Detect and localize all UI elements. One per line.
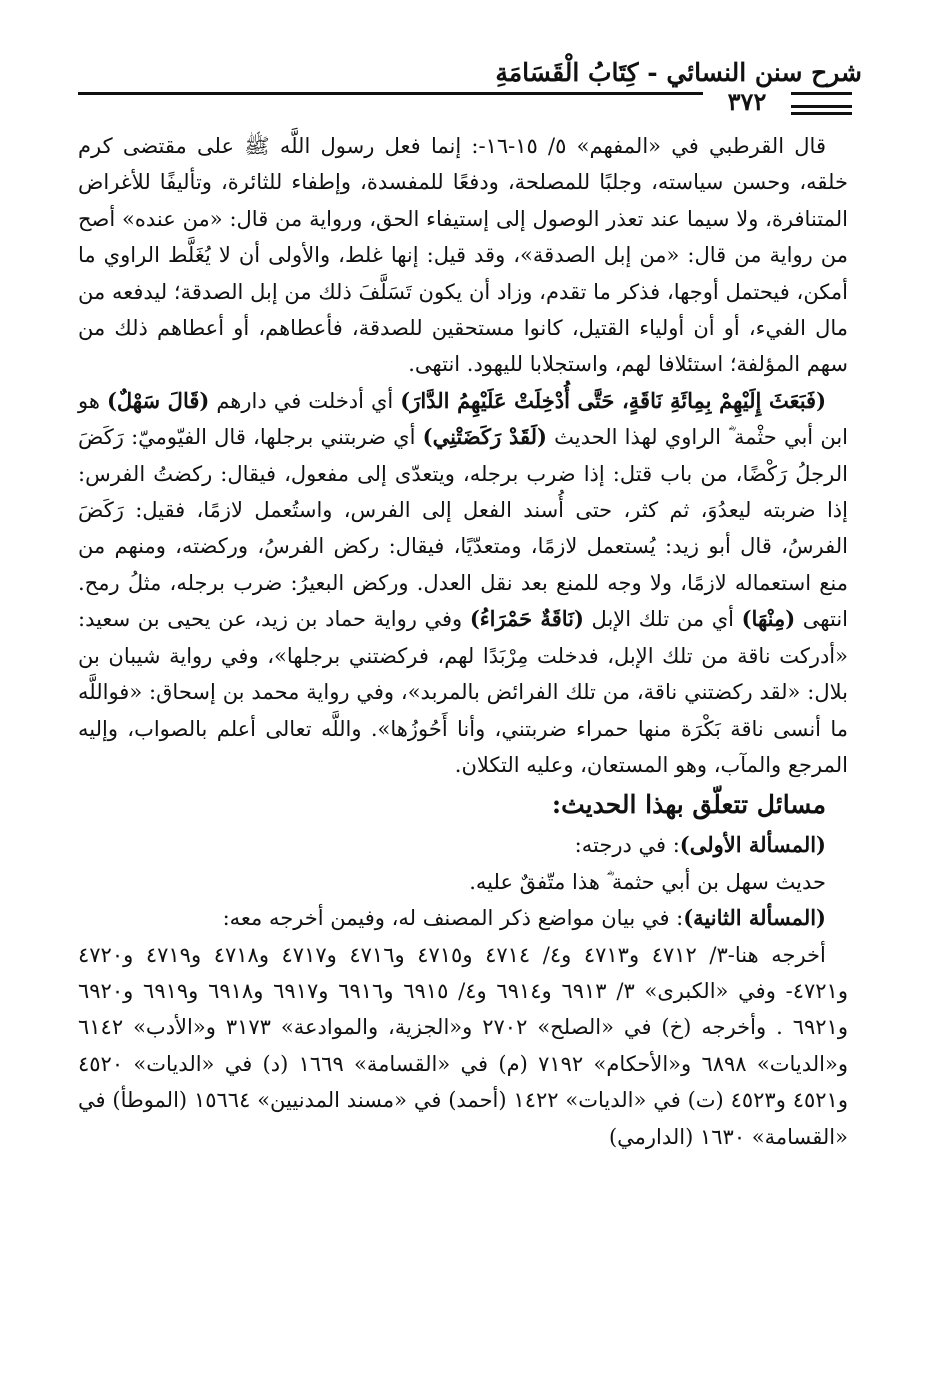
page-number: ٣٧٢ [703, 88, 791, 116]
bold-quote: (لَقَدْ رَكَضَتْنِي) [422, 424, 547, 450]
text-run: : في بيان مواضع ذكر المصنف له، وفيمن أخرجه معه: [222, 906, 684, 931]
paragraph [78, 128, 848, 383]
bold-quote: (المسألة الثانية) [683, 905, 826, 931]
text-run: أي أدخلت في دارهم [209, 388, 401, 413]
text-run: وفي رواية حماد بن زيد، عن يحيى بن سعيد: «أدركت ناقة من تلك الإبل، فدخلت مِرْبَدًا لهم، فركضتني برجلها»، وفي رواية شيبان بن بلال: «لقد ركضتني ناقة، من تلك الفرائض بالمربد»، وفي رواية محمد بن إسحاق: «فواللَّه ما أنسى ناقة بَكْرَة منها حمراء ضربتني، وأنا أَحُوزُها». واللَّه تعالى أعلم بالصواب، وإليه المرجع والمآب، وهو المستعان، وعليه التكلان. [78, 607, 848, 777]
bold-quote: (مِنْهَا) [741, 606, 796, 632]
text-run: أخرجه هنا-٣/ ٤٧١٢ و٤٧١٣ و٤/ ٤٧١٤ و٤٧١٥ و٤٧١٦ و٤٧١٧ و٤٧١٨ و٤٧١٩ و٤٧٢٠ و٤٧٢١- وفي «الكبرى» ٣/ ٦٩١٣ و٦٩١٤ و٤/ ٦٩١٥ و٦٩١٦ و٦٩١٧ و٦٩١٨ و٦٩١٩ و٦٩٢٠ و٦٩٢١ . وأخرجه (خ) في «الصلح» ٢٧٠٢ و«الجزية، والموادعة» ٣١٧٣ و«الأدب» ٦١٤٢ و«الديات» ٦٨٩٨ و«الأحكام» ٧١٩٢ (م) في «القسامة» ١٦٦٩ (د) في «الديات» ٤٥٢٠ و٤٥٢١ و٤٥٢٣ (ت) في «الديات» ١٤٢٢ (أحمد) في «مسند المدنيين» ١٥٦٦٤ (الموطأ) في «القسامة» ١٦٣٠ (الدارمي) [78, 942, 849, 1149]
page-body [78, 128, 848, 1155]
paragraph [78, 937, 848, 1155]
text-run: حديث سهل بن أبي حثمة ؓ هذا متّفقٌ عليه. [469, 869, 826, 894]
header-rule-double-bottom [791, 112, 852, 115]
bold-quote: (فَبَعَثَ إِلَيْهِمْ بِمِائَةِ نَاقَةٍ، حَتَّى أُدْخِلَتْ عَلَيْهِمُ الدَّارَ) [400, 387, 827, 413]
bold-quote: (نَاقَةٌ حَمْرَاءُ) [469, 606, 584, 632]
section-heading: مسائل تتعلّق بهذا الحديث: [551, 790, 826, 820]
text-run: أي ضربتني برجلها، قال الفيّوميّ: رَكَضَ الرجلُ رَكْضًا، من باب قتل: إذا ضرب برجله، ويتعدّى إلى مفعول، فيقال: ركضتُ الفرس: إذا ضربته ليعدُوَ، ثم كثر، حتى أُسند الفعل إلى الفرس، واستُعمل لازمًا، فقيل: رَكَضَ الفرسُ، قال أبو زيد: يُستعمل لازمًا، ومتعدّيًا، فيقال: ركض الفرسُ، وركضته، ومنهم من منع استعماله لازمًا، ولا وجه للمنع بعد نقل العدل. وركض البعيرُ: ضرب برجله، مثلُ رمح. انتهى [78, 425, 848, 632]
running-title: شرح سنن النسائي - كِتَابُ الْقَسَامَةِ [495, 58, 862, 87]
page-header [0, 0, 940, 116]
text-run: : في درجته: [574, 833, 680, 858]
paragraph [78, 864, 848, 900]
paragraph [78, 827, 848, 863]
paragraph [78, 900, 848, 936]
paragraph [78, 383, 848, 783]
header-rule-double-top [791, 105, 852, 108]
bold-quote: (قَالَ سَهْلٌ) [106, 387, 210, 413]
text-run: أي من تلك الإبل [583, 607, 742, 632]
text-run: هو ابن أبي حثْمة ؓ الراوي لهذا الحديث [78, 388, 848, 450]
bold-quote: (المسألة الأولى) [679, 832, 826, 858]
text-run: قال القرطبي في «المفهم» ٥/ ١٥-١٦-: إنما فعل رسول اللَّه ﷺ على مقتضى كرم خلقه، وحسن سياسته، وجلبًا للمصلحة، ودفعًا للمفسدة، وإطفاء للثائرة، وتأليفًا للأغراض المتنافرة، ولا سيما عند تعذر الوصول إلى إستيفاء الحق، ورواية من قال: «من عنده» أصح من رواية من قال: «من إبل الصدقة»، وقد قيل: إنها غلط، والأولى أن لا يُغَلَّط الراوي ما أمكن، فيحتمل أوجها، فذكر ما تقدم، وزاد أن يكون تَسَلَّفَ ذلك من إبل الصدقة؛ ليدفعه من مال الفيء، أو أن أولياء القتيل، كانوا مستحقين للصدقة، فأعطاهم، أو أعطاهم ذلك من سهم المؤلفة؛ استئلافا لهم، واستجلابا لليهود. انتهى. [78, 134, 848, 377]
